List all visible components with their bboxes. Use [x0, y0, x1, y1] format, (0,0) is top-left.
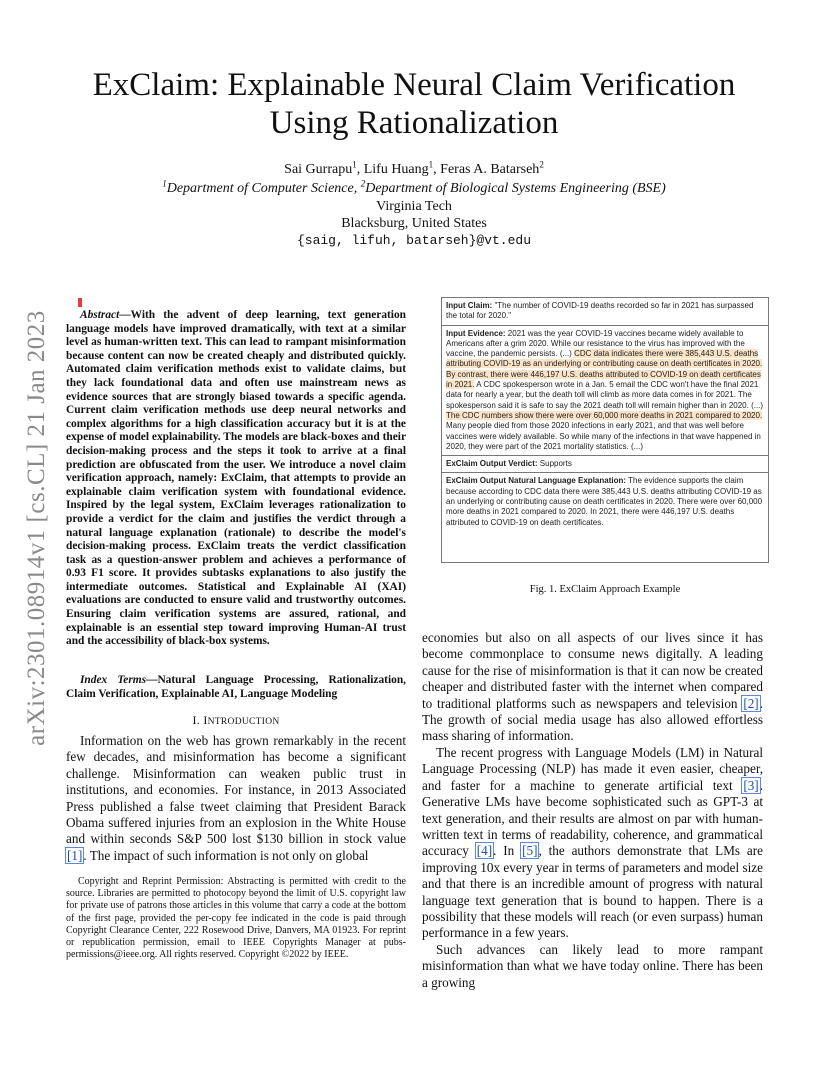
affiliation — [60, 178, 768, 197]
section-heading — [66, 713, 406, 728]
citation-link[interactable]: [2] — [743, 695, 759, 711]
fig-label: Input Evidence: — [446, 328, 506, 338]
citation-link[interactable]: [1] — [67, 847, 83, 863]
affil-mark: 1 — [162, 178, 167, 189]
citation-link[interactable]: [3] — [743, 777, 759, 793]
location: Blacksburg, United States — [341, 216, 487, 231]
paragraph-text: Information on the web has grown remarkably in the recent few decades, and misinformation has become a significant challenge. Misinformation can weaken public trust in institutions, and economies. For instance, in 2013 Associated Press published a false tweet claiming that President Barack Obama suffered injuries from an explosion in the White House and within seconds S&P 500 lost $130 billion in stock value — [66, 733, 406, 847]
author-affil-mark: 1 — [352, 159, 357, 170]
section-numeral: I. — [192, 713, 204, 727]
affil-mark: 2 — [360, 178, 366, 189]
abstract-label: Abstract — [80, 309, 120, 321]
index-terms-text: —Natural Language Processing, Rationalization, Claim Verification, Explainable AI, Language Modeling — [66, 674, 406, 700]
title-line-2: Using Rationalization — [269, 105, 559, 141]
figure-caption: Fig. 1. ExClaim Approach Example — [529, 584, 681, 595]
fig-text: Supports — [537, 459, 572, 469]
abstract — [66, 309, 406, 649]
fig-text: Many people died from those 2020 infections in early 2021, and that was well before vaccines were widely available. So while many of the infections in that wave happened in 2020, they were part of the 2021 mortality statistics. (...) — [446, 421, 761, 451]
paragraph-text: . In — [493, 843, 522, 859]
fig-highlight: The CDC numbers show there were over 60,000 more deaths in 2021 compared to 2020. — [446, 410, 763, 420]
author-name: Sai Gurrapu — [284, 162, 353, 177]
index-terms — [66, 674, 406, 701]
paragraph-text: . The impact of such information is not only on global — [83, 847, 369, 863]
fig-highlight: CDC data indicates there were 385,443 U.S. deaths attributing COVID-19 as an underlying or contributing cause on death certificates in 2020. By contrast, there were 446,197 U.S. deaths attributed to COVID-19 on death certificates in 2021. — [446, 349, 763, 390]
section-title-rest: NTRODUCTION — [207, 717, 280, 727]
fig-text: "The number of COVID-19 deaths recorded so far in 2021 has surpassed the total for 2020." — [446, 301, 754, 321]
paragraph-text: , the authors demonstrate that LMs are improving 10x every year in terms of parameters and model size and that there is an incredible amount of progress with natural language text generation that is bound to happen. There is a possibility that these models will reach (or even surpass) human performance in a few years. — [422, 843, 763, 941]
paragraph-text: economies but also on all aspects of our lives since it has become commonplace to consume news digitally. A leading cause for the rise of misinformation is that it can now be created cheaper and distributed faster with the internet when compared to traditional platforms such as newspapers and television — [422, 630, 763, 711]
affil-dept: Department of Computer Science, — [166, 181, 361, 196]
abstract-text: —With the advent of deep learning, text generation language models have improved dramatically, with text at a similar level as human-written text. This can lead to rampant misinformation because content can now be created cheaply and distributed quickly. Automated claim verification methods exist to validate claims, but they lack foundational data and often use mainstream news as evidence sources that are strongly biased towards a specific agenda. Current claim verification methods use deep neural networks and complex algorithms for a high classification accuracy but it is at the expense of model explainability. The models are black-boxes and their decision-making process and the steps it took to arrive at a final prediction are obfuscated from the user. We introduce a novel claim verification approach, namely: ExClaim, that attempts to provide an explainable claim verification system with foundational evidence. Inspired by the legal system, ExClaim leverages rationalization to provide a verdict for the claim and justifies the verdict through a natural language explanation (rationale) to describe the model's decision-making process. ExClaim treats the verdict classification task as a question-answer problem and achieves a performance of 0.93 F1 score. It provides subtasks explanations to also justify the intermediate outcomes. Statistical and Explainable AI (XAI) evaluations are conducted to ensure valid and trustworthy outcomes. Ensuring claim verification systems are assured, rational, and explainable is an essential step toward improving Human-AI trust and the accessibility of black-box systems. — [66, 309, 406, 648]
author-name: Feras A. Batarseh — [440, 162, 540, 177]
title-line-1: ExClaim: Explainable Neural Claim Verification — [92, 67, 736, 103]
figure-output-verdict — [442, 456, 768, 473]
intro-paragraph-1 — [66, 733, 406, 864]
index-terms-label: Index Terms — [80, 674, 147, 686]
figure-input-claim — [442, 298, 768, 326]
paper-title — [60, 66, 768, 142]
arxiv-stamp[interactable] — [22, 293, 52, 763]
fig-label: Input Claim: — [446, 301, 493, 310]
citation-link[interactable]: [5] — [522, 843, 538, 859]
figure-1 — [441, 297, 769, 563]
author-affil-mark: 2 — [539, 159, 544, 170]
paragraph-text: The recent progress with Language Models (LM) in Natural Language Processing (NLP) has made it even easier, cheaper, and faster for a machine to generate artificial text — [422, 745, 763, 793]
figure-output-explanation — [442, 473, 768, 530]
arxiv-stamp-text: arXiv:2301.08914v1 [cs.CL] 21 Jan 2023 — [23, 310, 50, 746]
fig-text: 2021 was the year COVID-19 vaccines became widely available to Americans after a grim 2020. While our resistance to the virus has improved with the vaccine, the pandemic persists. (...) — [446, 328, 745, 359]
figure-input-evidence — [442, 326, 768, 457]
author-affil-mark: 1 — [428, 159, 434, 170]
paragraph-text: . The growth of social media usage has also allowed effortless mass sharing of information. — [422, 695, 763, 744]
section-initial: I — [203, 713, 208, 727]
intro-paragraph-2 — [422, 745, 763, 942]
author-list: Sai Gurrapu$^1$, Lifu Huang$^1$, Feras A. Batarseh$^2$ — [284, 159, 544, 177]
intro-paragraph-1-continued — [422, 630, 763, 745]
fig-text: A CDC spokesperson wrote in a Jan. 5 email the CDC won't have the final 2021 data for nearly a year, but the death toll will climb as more data comes in for 2021. The spokesperson said it is safe to say the 2021 death toll will remain higher than in 2020. (...) — [446, 380, 764, 410]
intro-paragraph-3: Such advances can likely lead to more rampant misinformation than what we have today online. There has been a growing — [422, 942, 763, 990]
annotation-marker[interactable] — [78, 298, 82, 307]
fig-label: ExClaim Output Verdict: — [446, 459, 538, 469]
paragraph-text: . Generative LMs have become sophisticated such as GPT-3 at text generation, and their results are almost on par with human-written text in terms of readability, coherence, and grammatical accuracy — [422, 777, 763, 859]
copyright-footnote: Copyright and Reprint Permission: Abstracting is permitted with credit to the source. Libraries are permitted to photocopy beyond the limit of U.S. copyright law for private use of patrons those articles in this volume that carry a code at the bottom of the first page, provided the per-copy fee indicated in the code is paid through Copyright Clearance Center, 222 Rosewood Drive, Danvers, MA 01923. For reprint or republication permission, email to IEEE Copyrights Manager at pubs- permissions@ieee.org. All rights reserved. Copyright ©2022 by IEEE. — [66, 876, 406, 961]
author-name: Lifu Huang — [363, 162, 429, 177]
institution: Virginia Tech — [376, 199, 452, 214]
affil-dept: Department of Biological Systems Engineering (BSE) — [365, 181, 666, 196]
citation-link[interactable]: [4] — [476, 843, 493, 859]
fig-text: The evidence supports the claim because according to CDC data there were 385,443 U.S. deaths attributing COVID-19 as an underlying or contributing cause on death certificates in 2020. There were over 60,000 more deaths in 2021 compared to 2020. In 2021, there were 446,197 U.S. deaths attributed to COVID-19 on death certificates. — [446, 476, 763, 527]
author-emails[interactable]: {saig, lifuh, batarseh}@vt.edu — [296, 233, 532, 248]
fig-label: ExClaim Output Natural Language Explanation: — [446, 476, 627, 486]
